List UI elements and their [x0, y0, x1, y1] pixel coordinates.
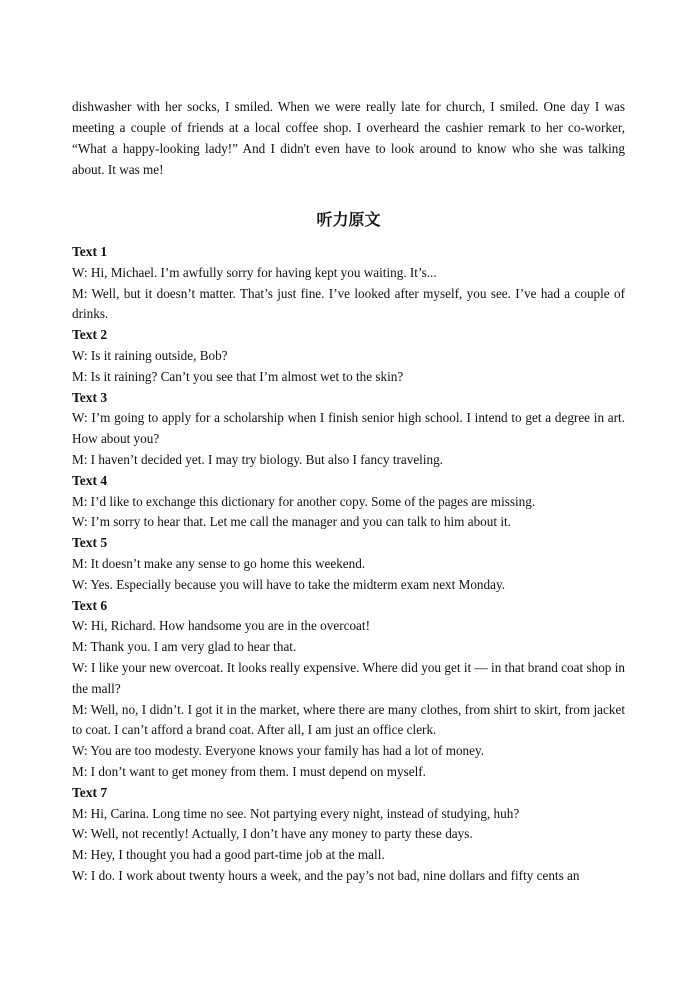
dialogue-line: W: Well, not recently! Actually, I don’t have any money to party these days. [72, 826, 473, 842]
text-title: Text 3 [72, 389, 108, 405]
transcript-text-7 [72, 783, 625, 887]
section-heading: 听力原文 [316, 210, 381, 229]
dialogue-line: M: I’d like to exchange this dictionary for another copy. Some of the pages are missing. [72, 493, 536, 509]
transcript-text-2 [72, 325, 625, 387]
dialogue-line: M: I haven’t decided yet. I may try biology. But also I fancy traveling. [72, 451, 443, 467]
transcript-text-6 [72, 596, 625, 783]
dialogue-line: W: I’m going to apply for a scholarship when I finish senior high school. I intend to get a degree in art. How about you? [72, 410, 625, 447]
dialogue-line: M: It doesn’t make any sense to go home this weekend. [72, 555, 366, 571]
transcript-text-4 [72, 471, 625, 533]
text-title: Text 4 [72, 472, 108, 488]
dialogue-line: M: Well, but it doesn’t matter. That’s just fine. I’ve looked after myself, you see. I’ve had a couple of drinks. [72, 285, 625, 322]
dialogue-line: W: I do. I work about twenty hours a week, and the pay’s not bad, nine dollars and fifty cents an [72, 867, 580, 883]
text-title: Text 5 [72, 535, 108, 551]
dialogue-line: M: Well, no, I didn’t. I got it in the market, where there are many clothes, from shirt to skirt, from jacket to coat. I can’t afford a brand coat. After all, I am just an office clerk. [72, 701, 625, 738]
dialogue-line: M: I don’t want to get money from them. I must depend on myself. [72, 763, 426, 779]
text-title: Text 2 [72, 327, 108, 343]
dialogue-line: M: Is it raining? Can’t you see that I’m almost wet to the skin? [72, 368, 404, 384]
dialogue-line: W: Is it raining outside, Bob? [72, 347, 228, 363]
dialogue-line: M: Hey, I thought you had a good part-time job at the mall. [72, 847, 385, 863]
transcript-text-1 [72, 242, 625, 325]
transcript-text-5 [72, 533, 625, 595]
dialogue-line: W: I like your new overcoat. It looks really expensive. Where did you get it — in that brand coat shop in the mall? [72, 659, 625, 696]
dialogue-line: W: I’m sorry to hear that. Let me call the manager and you can talk to him about it. [72, 514, 511, 530]
transcript-list [72, 242, 625, 887]
intro-paragraph: dishwasher with her socks, I smiled. When we were really late for church, I smiled. One day I was meeting a couple of friends at a local coffee shop. I overheard the cashier remark to her co-worker, “What a happy-looking lady!” And I didn't even have to look around to know who she was talking about. It was me! [72, 99, 625, 177]
text-title: Text 7 [72, 784, 108, 800]
text-title: Text 1 [72, 244, 108, 259]
dialogue-line: W: Yes. Especially because you will have to take the midterm exam next Monday. [72, 576, 505, 592]
dialogue-line: M: Hi, Carina. Long time no see. Not partying every night, instead of studying, huh? [72, 805, 520, 821]
document-page [72, 96, 625, 887]
transcript-text-3 [72, 388, 625, 471]
text-title: Text 6 [72, 597, 108, 613]
dialogue-line: W: Hi, Richard. How handsome you are in the overcoat! [72, 618, 370, 634]
dialogue-line: W: Hi, Michael. I’m awfully sorry for having kept you waiting. It’s... [72, 264, 437, 280]
dialogue-line: M: Thank you. I am very glad to hear that. [72, 639, 297, 655]
dialogue-line: W: You are too modesty. Everyone knows your family has had a lot of money. [72, 743, 485, 759]
